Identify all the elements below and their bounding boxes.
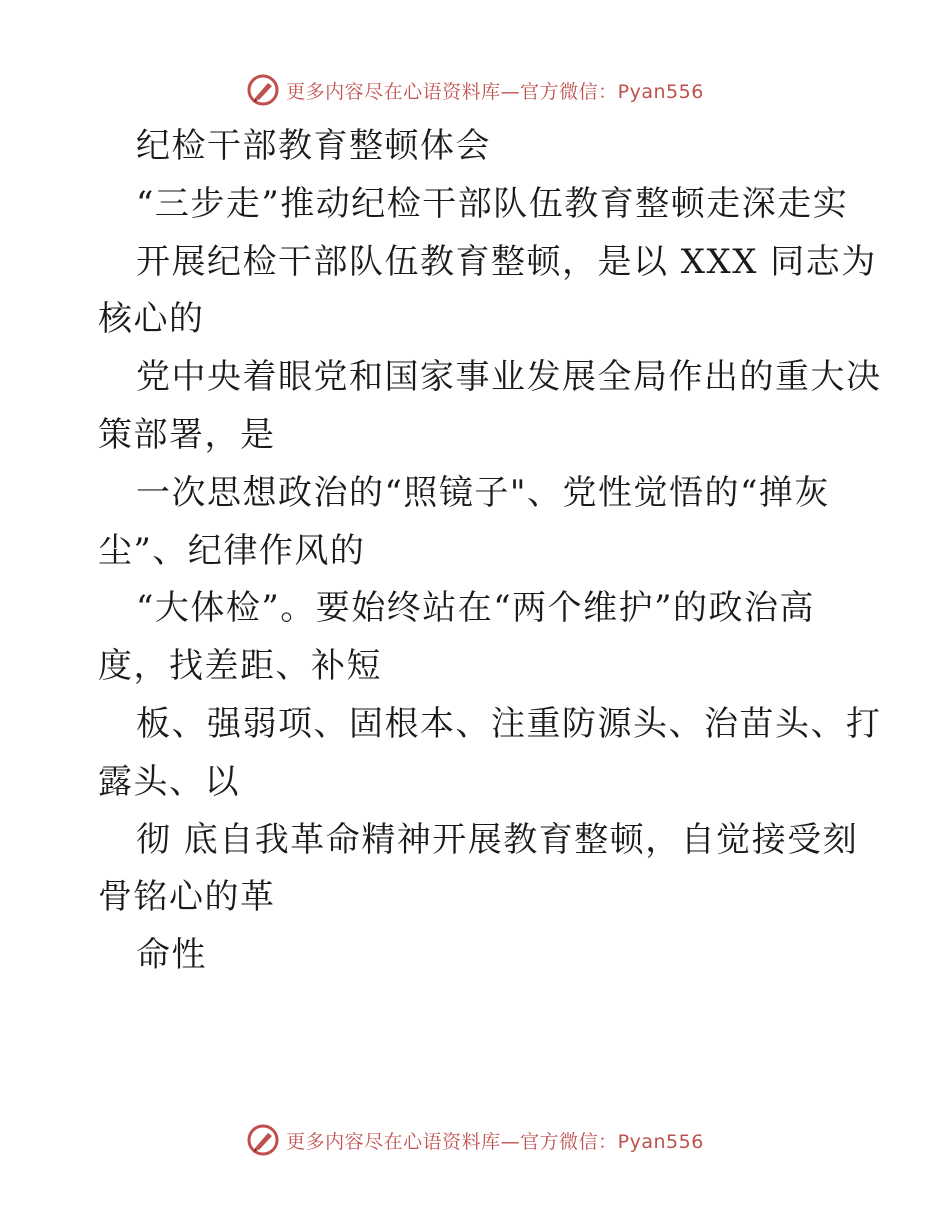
doc-line: 露头、以 — [98, 761, 240, 802]
doc-line: 一次思想政治的“照镜子"、党性觉悟的“掸灰 — [136, 472, 830, 513]
doc-line: 度，找差距、补短 — [98, 646, 382, 687]
doc-line: 板、强弱项、固根本、注重防源头、治苗头、打 — [136, 703, 882, 744]
doc-line: 策部署，是 — [98, 414, 276, 455]
doc-title: 纪检干部教育整顿体会 — [136, 126, 491, 166]
doc-line: 命性 — [136, 935, 207, 976]
doc-line: 开展纪检干部队伍教育整顿，是以 XXX 同志为 — [136, 241, 877, 282]
footer-watermark-banner — [0, 1120, 950, 1160]
document-body — [98, 118, 882, 985]
doc-line: 彻 底自我革命精神开展教育整顿，自觉接受刻 — [136, 819, 859, 860]
header-watermark-banner — [0, 70, 950, 110]
doc-subtitle: “三步走”推动纪检干部队伍教育整顿走深走实 — [136, 183, 849, 224]
header-watermark-text: 更多内容尽在心语资料库—官方微信：Pyan556 — [286, 80, 704, 103]
doc-line: 核心的 — [98, 299, 205, 340]
pen-logo-icon — [246, 73, 280, 107]
doc-line: 骨铭心的革 — [98, 877, 276, 918]
footer-watermark-text: 更多内容尽在心语资料库—官方微信：Pyan556 — [286, 1130, 704, 1153]
doc-line: “大体检”。要始终站在“两个维护”的政治高 — [136, 588, 816, 629]
pen-logo-icon — [246, 1123, 280, 1157]
doc-line: 尘”、纪律作风的 — [98, 530, 366, 571]
doc-line: 党中央着眼党和国家事业发展全局作出的重大决 — [136, 357, 882, 398]
